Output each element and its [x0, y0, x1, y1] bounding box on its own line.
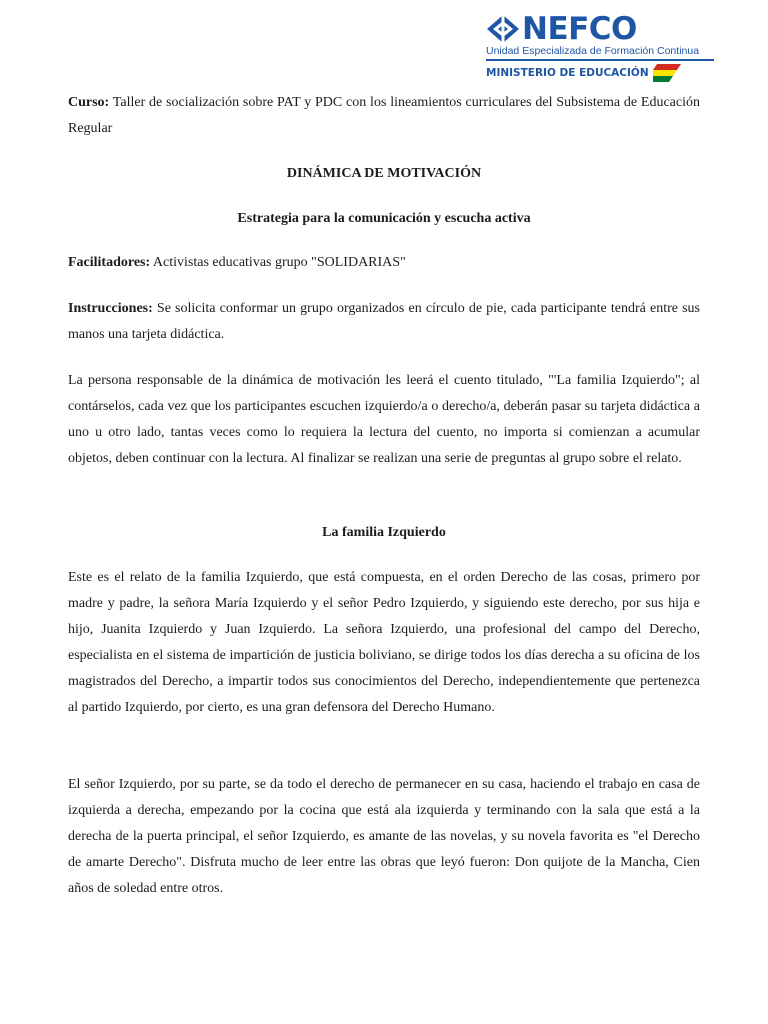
curso-label: Curso:	[68, 95, 110, 110]
logo-subtitle: Unidad Especializada de Formación Continua	[486, 45, 700, 57]
bolivia-flag-icon	[653, 64, 681, 82]
logo-divider	[486, 59, 714, 61]
facilitadores-label: Facilitadores:	[68, 255, 151, 270]
instrucciones-label: Instrucciones:	[68, 301, 153, 316]
nefco-diamond-icon	[486, 14, 520, 44]
logo-ministry: MINISTERIO DE EDUCACIÓN	[486, 67, 649, 79]
nefco-logo	[486, 11, 718, 84]
logo-wordmark: NEFCO	[522, 11, 637, 47]
story-paragraph-1: Este es el relato de la familia Izquierdo, que está compuesta, en el orden Derecho de las cosas, primero por madre y padre, la señora María Izquierdo y el señor Pedro Izquierdo, y siguiendo este derecho, por sus hija e hijo, Juanita Izquierdo y Juan Izquierdo. La señora Izquierdo, una profesional del campo del Derecho, especialista en el sistema de impartición de justicia boliviano, se dirige todos los días derecha a su oficina de los magistrados del Derecho, a impartir todos sus conocimientos del Derecho, independientemente que pertenezca al partido Izquierdo, por cierto, es una gran defensora del Derecho Humano.	[68, 570, 700, 715]
facilitadores-paragraph	[68, 250, 700, 276]
document-title: DINÁMICA DE MOTIVACIÓN	[286, 166, 482, 181]
story-paragraph-2: El señor Izquierdo, por su parte, se da todo el derecho de permanecer en su casa, haciendo el trabajo en casa de izquierda a derecha, empezando por la cocina que está ala izquierda y terminando con la sala que está a la derecha de la puerta principal, el señor Izquierdo, es amante de las novelas, y su novela favorita es "el Derecho de amarte Derecho". Disfruta mucho de leer entre las obras que leyó fueron: Don quijote de la Mancha, Cien años de soledad entre otros.	[68, 777, 700, 896]
story-title: La familia Izquierdo	[322, 525, 446, 540]
facilitadores-text: Activistas educativas grupo "SOLIDARIAS"	[150, 255, 406, 270]
curso-paragraph	[68, 90, 700, 142]
curso-text: Taller de socialización sobre PAT y PDC con los lineamientos curriculares del Subsistema de Educación Regular	[68, 95, 700, 136]
intro-paragraph: La persona responsable de la dinámica de motivación les leerá el cuento titulado, "'La familia Izquierdo"; al contárselos, cada vez que los participantes escuchen izquierdo/a o derecho/a, deberán pasar su tarjeta didáctica a uno u otro lado, tantas veces como lo requiera la lectura del cuento, no importa si comienzan a acumular objetos, deben continuar con la lectura. Al finalizar se realizan una serie de preguntas al grupo sobre el relato.	[68, 373, 700, 466]
document-subtitle: Estrategia para la comunicación y escucha activa	[237, 211, 531, 226]
instrucciones-text: Se solicita conformar un grupo organizados en círculo de pie, cada participante tendrá entre sus manos una tarjeta didáctica.	[68, 301, 700, 342]
instrucciones-paragraph	[68, 296, 700, 348]
